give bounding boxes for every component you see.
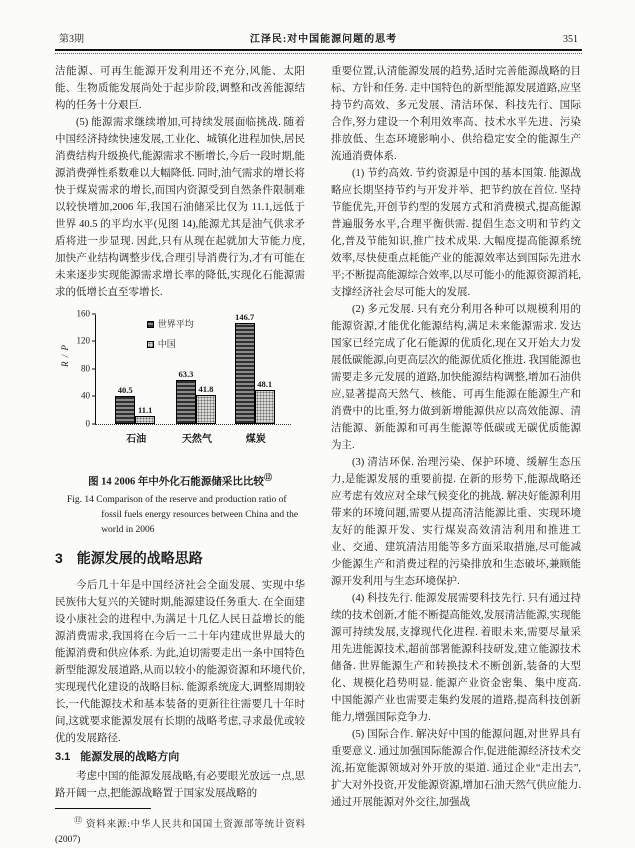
figure-14-chart [55,309,303,461]
y-axis-tick [77,305,97,322]
x-tick-label: 煤炭 [246,431,266,448]
bar-value-label: 63.3 [178,370,193,379]
paragraph: 重要位置,认清能源发展的趋势,适时完善能源战略的目标、方针和任务. 走中国特色的新型能源发展道路,应坚持节约高效、多元发展、清洁环保、科技先行、国际合作,努力建设一个利用效率高、技术水平先进、污染排放低、生态环境影响小、供给稳定安全的能源生产流通消费体系. [331,63,581,165]
bar [235,323,255,424]
bar [196,395,216,424]
y-tick-label: 160 [77,305,91,322]
bar [176,380,196,424]
bar-column [176,370,196,424]
y-axis-tick [81,360,96,377]
footnote-text: 资料来源:中华人民共和国国土资源部等统计资料(2007) [55,820,305,845]
subsection-title: 能源发展的战略方向 [80,751,179,763]
y-tick-label: 80 [81,360,90,377]
bar-value-label: 41.8 [198,385,213,394]
y-tick-label: 120 [77,333,91,350]
legend-item [147,336,194,353]
bar-value-label: 40.5 [118,386,133,395]
subsection-heading [55,749,305,766]
paragraph: (2) 多元发展. 只有充分利用各种可以规模利用的能源资源,才能优化能源结构,满足未来能源需求. 发达国家已经完成了化石能源的优质化,现在又开始大力发展低碳能源,向更高层次的能源优质化推进. 我国能源也需要走多元发展的道路,加快能源结构调整,增加石油供应,显著提高天然气、核能、可再生能源在能源生产和消费中的比重,努力做到新增能源供应以高效能源、清洁能源、新能源和可再生能源等低碳或无碳优质能源为主. [331,301,581,454]
page [55,30,582,848]
running-head [55,30,582,49]
chart-plot-area [95,315,291,425]
figure-14 [55,309,305,539]
paragraph: (3) 清洁环保. 治理污染、保护环境、缓解生态压力,是能源发展的重要前提. 在新的形势下,能源战略还应考虑有效应对全球气候变化的挑战. 解决好能源利用带来的环境问题,需要从提高清洁能源比重、实现环境友好的能源开发、实行煤炭高效清洁利用和推进工业、交通、建筑清洁用能等多方面采取措施,尽可能减少能源生产和消费过程的污染排放和生态破坏,兼顾能源开发利用与生态环境保护. [331,454,581,590]
y-tick-mark [92,368,96,369]
y-tick-label: 40 [81,388,90,405]
legend-item [147,316,194,333]
bar-column [235,313,255,424]
figure-caption-cn: 图 14 2006 年中外化石能源储采比比较⑫ [55,469,305,491]
bar-value-label: 11.1 [138,406,152,415]
bar [135,416,155,424]
paragraph: 洁能源、可再生能源开发利用还不充分,风能、太阳能、生物质能发展尚处于起步阶段,调整和改善能源结构的任务十分艰巨. [55,63,305,114]
bar-group [176,370,216,424]
footnote-rule [55,808,151,809]
y-axis-label: R / P [57,344,74,367]
bar [255,390,275,423]
paragraph: (5) 能源需求继续增加,可持续发展面临挑战. 随着中国经济持续快速发展,工业化、城镇化进程加快,居民消费结构升级换代,能源需求不断增长,今后一段时期,能源消费弹性系数难以大幅降低. 同时,油气需求的增长将快于煤炭需求的增长,而国内资源受到自然条件限制难以较快增加,2006 年,我国石油储采比仅为 11.1,远低于世界 40.5 的平均水平(见图 14),能源尤其是油气供求矛盾将进一步显现. 因此,只有从现在起就加大节能力度,加快产业结构调整步伐,合理引导消费行为,才有可能在未来逐步实现能源需求增长率的降低,实现化石能源需求的低增长直至零增长. [55,114,305,301]
subsection-number: 3.1 [55,751,70,763]
two-column-body [55,63,582,848]
bar-column [196,385,216,424]
y-tick-mark [92,313,96,314]
chart-x-labels [95,431,291,447]
section-number: 3 [55,550,63,566]
y-tick-mark [92,341,96,342]
bar-column [255,380,275,423]
header-rule-dotted [55,53,582,54]
footnote-reference: ⑫ [264,473,272,482]
section-title: 能源发展的战略思路 [77,550,203,566]
right-column [331,63,581,848]
legend-swatch-icon [147,321,154,328]
bar-value-label: 48.1 [257,380,272,389]
footnote-marker: ⑫ [74,816,83,825]
footnote [55,813,305,848]
y-tick-label: 0 [86,415,91,432]
paragraph: (5) 国际合作. 解决好中国的能源问题,对世界具有重要意义. 通过加强国际能源合作,促进能源经济技术交流,拓宽能源领域对外开放的渠道. 通过企业“走出去”,扩大对外投资,开发能源资源,增加石油天然气供应能力. 通过开展能源对外交往,加强战 [331,726,581,811]
journal-issue: 第3期 [59,30,84,45]
legend-label: 中国 [158,336,176,353]
y-axis-tick [86,415,97,432]
y-axis-tick [81,388,96,405]
bar-column [135,406,155,424]
legend-swatch-icon [147,341,154,348]
paragraph: 考虑中国的能源发展战略,有必要眼光放远一点,思路开阔一点,把能源战略置于国家发展战略的 [55,768,305,802]
left-column [55,63,305,848]
bar-group [235,313,275,424]
y-tick-mark [92,423,96,424]
running-title: 江泽民:对中国能源问题的思考 [250,30,397,45]
chart-legend [147,316,194,353]
section-heading [55,550,305,567]
paragraph: (4) 科技先行. 能源发展需要科技先行. 只有通过持续的技术创新,才能不断提高能效,发展清洁能源,实现能源可持续发展,支撑现代化进程. 着眼未来,需要尽量采用先进能源技术,超前部署能源科技研发,建立能源技术储备. 世界能源生产和转换技术不断创新,装备的大型化、规模化趋势明显. 能源产业资金密集、集中度高. 中国能源产业也需要走集约发展的道路,提高科技创新能力,增强国际竞争力. [331,590,581,726]
header-rule [55,49,582,51]
page-number: 351 [563,34,578,45]
x-tick-label: 天然气 [182,431,212,448]
bar-column [115,386,135,424]
bar-value-label: 146.7 [235,313,254,322]
bar [115,396,135,424]
bar-group [115,386,155,424]
paragraph: 今后几十年是中国经济社会全面发展、实现中华民族伟大复兴的关键时期,能源建设任务重大. 在全面建设小康社会的进程中,为满足十几亿人民日益增长的能源消费需求,我国将在今后一二十年内建成世界最大的能源消费和供应体系. 为此,迫切需要走出一条中国特色新型能源发展道路,从而以较小的能源资源和环境代价,实现现代化建设的战略目标. 能源系统庞大,调整周期较长,一代能源技术和基本装备的更新往往需要几十年时间,这就要求能源发展有长期的战略考虑,寻求最优或较优的发展路径. [55,577,305,747]
paragraph: (1) 节约高效. 节约资源是中国的基本国策. 能源战略应长期坚持节约与开发并举、把节约放在首位. 坚持节能优先,开创节约型的发展方式和消费模式,提高能源普遍服务水平,合理平衡供需. 提倡生态文明和节约文化,普及节能知识,推广技术成果. 大幅度提高能源系统效率,尽快使重点耗能产业的能源效率达到国际先进水平;不断提高能源综合效率,以尽可能小的能源资源消耗,支撑经济社会尽可能大的发展. [331,165,581,301]
y-axis-tick [77,333,97,350]
legend-label: 世界平均 [158,316,194,333]
x-tick-label: 石油 [126,431,146,448]
y-tick-mark [92,396,96,397]
figure-caption-en: Fig. 14 Comparison of the reserve and production ratio of fossil fuels energy resources between China and the world in 2006 [67,493,305,538]
